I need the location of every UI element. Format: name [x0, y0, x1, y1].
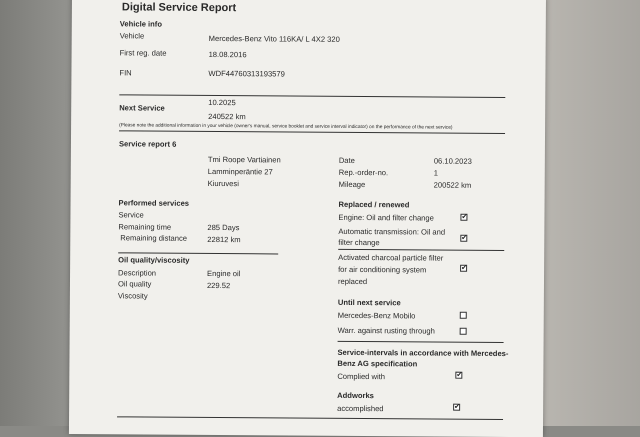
- checkbox-mobilo[interactable]: [460, 312, 467, 319]
- intervals-heading-line1: Service-intervals in accordance with Mercedes-: [337, 347, 509, 359]
- replaced-item-2-line2: filter change: [338, 237, 380, 248]
- fin-label: FIN: [119, 68, 132, 78]
- performed-heading: Performed services: [118, 198, 190, 208]
- first-reg-value: 18.08.2016: [208, 49, 247, 60]
- until-next-item-1: Mercedes-Benz Mobilo: [337, 310, 416, 321]
- vehicle-info-heading: Vehicle info: [119, 19, 163, 29]
- until-next-heading: Until next service: [337, 297, 401, 308]
- divider-intervals: [338, 341, 504, 343]
- checkbox-charcoal-filter[interactable]: ✔: [461, 264, 467, 272]
- date-value: 06.10.2023: [433, 156, 472, 166]
- replaced-item-1: Engine: Oil and filter change: [338, 212, 434, 223]
- divider-1: [119, 94, 505, 98]
- service-report-heading: Service report 6: [118, 139, 177, 149]
- checkbox-rust-warranty[interactable]: [460, 328, 467, 335]
- addworks-item: accomplished: [337, 403, 384, 414]
- checkbox-addworks[interactable]: ✔: [454, 403, 461, 411]
- mileage-value: 200522 km: [433, 180, 472, 190]
- divider-bottom: [117, 416, 503, 420]
- service-label: Service: [118, 210, 144, 220]
- until-next-item-2: Warr. against rusting through: [337, 325, 435, 336]
- date-label: Date: [338, 155, 355, 165]
- company-street: Lamminperäntie 27: [207, 166, 273, 177]
- vehicle-label: Vehicle: [119, 31, 145, 41]
- intervals-heading-line2: Benz AG specification: [337, 358, 418, 369]
- remaining-distance-label: Remaining distance: [120, 233, 188, 243]
- oil-heading: Oil quality/viscosity: [118, 255, 190, 265]
- checkbox-transmission-oil[interactable]: ✔: [461, 234, 468, 242]
- remaining-time-label: Remaining time: [118, 222, 172, 232]
- next-service-note: (Please note the additional information in your vehicle (owner's manual, service booklet and service interval indicator) on the performance of the next service): [119, 123, 453, 131]
- intervals-item: Complied with: [337, 371, 386, 382]
- company-city: Kiuruvesi: [207, 178, 239, 189]
- next-service-km: 240522 km: [208, 111, 246, 122]
- background-right: [540, 0, 640, 426]
- replaced-heading: Replaced / renewed: [338, 199, 410, 210]
- page-title: Digital Service Report: [121, 1, 237, 15]
- vehicle-value: Mercedes-Benz Vito 116KA/ L 4X2 320: [208, 33, 340, 44]
- next-service-date: 10.2025: [208, 97, 236, 108]
- replaced-item-2-line1: Automatic transmission: Oil and: [338, 226, 446, 237]
- remaining-time-value: 285 Days: [207, 222, 240, 233]
- mileage-label: Mileage: [338, 179, 366, 190]
- checkbox-engine-oil[interactable]: ✔: [461, 213, 468, 221]
- replaced-item-3-line3: replaced: [337, 276, 368, 287]
- next-service-heading: Next Service: [119, 103, 165, 113]
- oil-quality-label: Oil quality: [117, 279, 152, 289]
- replaced-item-3-line2: for air conditioning system: [338, 264, 427, 275]
- remaining-distance-value: 22812 km: [207, 234, 241, 245]
- rep-order-value: 1: [433, 168, 439, 178]
- oil-quality-value: 229.52: [206, 280, 231, 291]
- divider-replaced: [338, 249, 504, 251]
- viscosity-label: Viscosity: [117, 291, 148, 301]
- company-name: Tmi Roope Vartiainen: [207, 154, 281, 165]
- checkbox-intervals[interactable]: ✔: [456, 371, 463, 379]
- divider-oil: [118, 252, 278, 254]
- oil-description-label: Description: [118, 268, 157, 278]
- service-report-paper: [69, 0, 546, 437]
- addworks-heading: Addworks: [337, 390, 374, 401]
- first-reg-label: First reg. date: [119, 48, 167, 58]
- fin-value: WDF44760313193579: [208, 68, 285, 79]
- oil-description-value: Engine oil: [207, 268, 241, 279]
- rep-order-label: Rep.-order-no.: [338, 167, 389, 178]
- replaced-item-3-line1: Activated charcoal particle filter: [338, 252, 444, 263]
